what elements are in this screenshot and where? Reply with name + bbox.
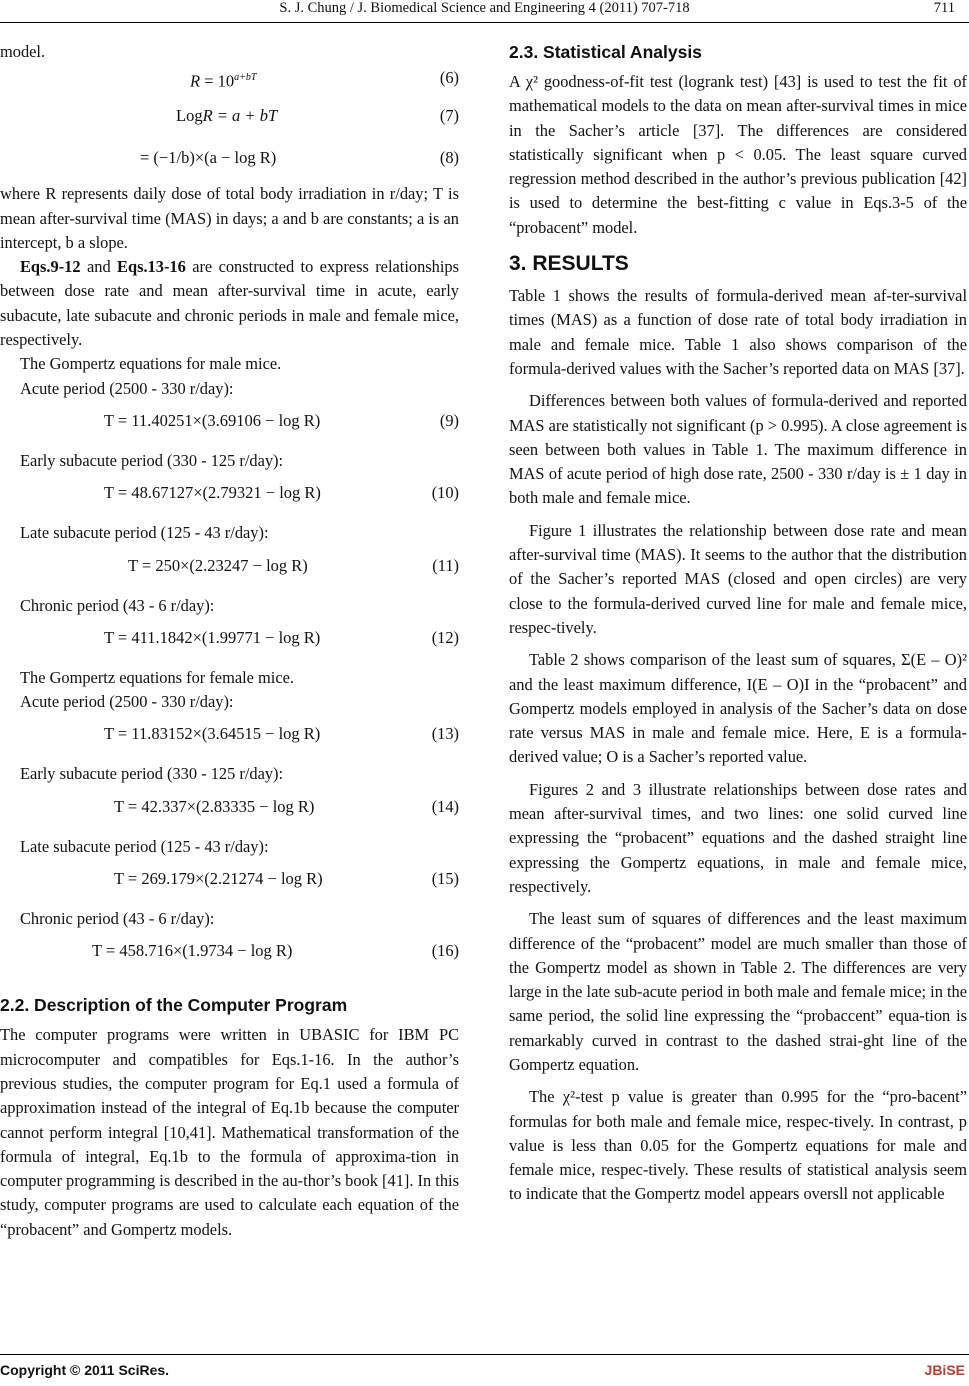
equation-number: (14) — [431, 796, 459, 816]
female-chronic-label: Chronic period (43 - 6 r/day): — [20, 909, 215, 929]
where-paragraph: where R represents daily dose of total body irradiation in r/day; T is mean after-survival time (MAS) in days; a and b are constants; a is an intercept, b a slope. — [0, 184, 459, 252]
equation-number: (11) — [432, 555, 459, 575]
female-early-label: Early subacute period (330 - 125 r/day): — [20, 764, 284, 784]
left-column — [0, 40, 459, 1242]
results-paragraph-4: Table 2 shows comparison of the least sum of squares, Σ(E – O)² and the least maximum difference, I(E – O)I in the “probacent” and Gompertz models employed in analysis of the Sacher’s data on dose rate versus MAS in male and female mice. Here, E is a formula-derived value; O is a Sacher’s reported value. — [509, 650, 967, 767]
equation-number: (16) — [431, 941, 459, 961]
model-text: model. — [0, 42, 46, 61]
page-number: 711 — [933, 0, 955, 16]
equation-10: T = 48.67127×(2.79321 − log R) (10) — [0, 473, 459, 521]
equation-number: (9) — [439, 410, 459, 430]
section-2-2-paragraph: The computer programs were written in UBASIC for IBM PC microcomputer and compatibles for Eqs.1-16. In the author’s previous studies, the computer program for Eq.1 used a formula of approximation instead of the integral of Eq.1b because the computer cannot perform integral [10,41]. Mathematical transformation of the formula of integral, Eq.1b to the formula of approxima-tion in computer programming is described in the au-thor’s book [41]. In this study, computer programs are used to calculate each equation of the “probacent” and Gompertz models. — [0, 1025, 459, 1239]
equation-7: LogR = a + bT (7) — [0, 98, 459, 138]
female-acute-label: Acute period (2500 - 330 r/day): — [20, 692, 234, 712]
header-rule — [0, 22, 969, 23]
female-heading: The Gompertz equations for female mice. — [20, 667, 294, 687]
section-2-3-heading: 2.3. Statistical Analysis — [509, 42, 702, 62]
female-late-label: Late subacute period (125 - 43 r/day): — [20, 836, 269, 856]
male-early-label: Early subacute period (330 - 125 r/day): — [20, 450, 284, 470]
footer-rule — [0, 1354, 969, 1355]
results-paragraph-1: Table 1 shows the results of formula-derived mean af-ter-survival times (MAS) as a function of dose rate of total body irradiation in male and female mice. Table 1 also shows comparison of the formula-derived values with the Sacher’s reported data on MAS [37]. — [509, 286, 967, 378]
results-paragraph-2: Differences between both values of formula-derived and reported MAS are statistically not significant (p > 0.995). A close agreement is seen between both values in Table 1. The maximum difference in MAS of acute period of high dose rate, 2500 - 330 r/day is ± 1 day in both male and female mice. — [509, 391, 967, 508]
running-title: S. J. Chung / J. Biomedical Science and Engineering 4 (2011) 707-718 — [279, 0, 690, 16]
page-footer — [0, 1354, 969, 1384]
male-late-label: Late subacute period (125 - 43 r/day): — [20, 523, 269, 543]
equation-16: T = 458.716×(1.9734 − log R) (16) — [0, 931, 459, 979]
section-3-heading: 3. RESULTS — [509, 252, 629, 276]
equation-8: = (−1/b)×(a − log R) (8) — [0, 138, 459, 182]
equation-number: (7) — [439, 106, 459, 126]
equation-number: (6) — [439, 68, 459, 88]
equation-14: T = 42.337×(2.83335 − log R) (14) — [0, 787, 459, 835]
equation-12: T = 411.1842×(1.99771 − log R) (12) — [0, 618, 459, 666]
equation-15: T = 269.179×(2.21274 − log R) (15) — [0, 859, 459, 907]
equation-number: (8) — [439, 148, 459, 168]
results-paragraph-3: Figure 1 illustrates the relationship between dose rate and mean after-survival time (MAS). It seems to the author that the distribution of the Sacher’s reported MAS (closed and open circles) are very close to the formula-derived curved line for male and female mice, respec-tively. — [509, 520, 967, 637]
copyright-text: Copyright © 2011 SciRes. — [0, 1362, 170, 1378]
right-column — [509, 40, 967, 1207]
equation-13: T = 11.83152×(3.64515 − log R) (13) — [0, 714, 459, 762]
male-chronic-label: Chronic period (43 - 6 r/day): — [20, 595, 215, 615]
results-paragraph-7: The χ²-test p value is greater than 0.995 for the “pro-bacent” formulas for both male and female mice, respec-tively. In contrast, p value is less than 0.05 for the Gompertz equations for male and female mice, respec-tively. These results of statistical analysis seem to indicate that the Gompertz model appears oversll not applicable — [509, 1087, 967, 1204]
equation-6: $R = 10^{a+bT}$ (6) — [190, 68, 459, 91]
journal-abbrev: JBiSE — [924, 1362, 965, 1378]
equation-number: (10) — [431, 483, 459, 503]
equation-11: T = 250×(2.23247 − log R) (11) — [0, 546, 459, 594]
page-header — [0, 0, 969, 26]
results-paragraph-6: The least sum of squares of differences and the least maximum difference of the “probacent” model are much smaller than those of the Gompertz model as shown in Table 2. The differences are very large in the late sub-acute period in both male and female mice; in the same period, the solid line expressing the “probaccent” equa-tion is remarkably curved in contrast to the dashed strai-ght line of the Gompertz equation. — [509, 909, 968, 1074]
results-paragraph-5: Figures 2 and 3 illustrate relationships between dose rates and mean after-survival times, and two lines: one solid curved line expressing the “probacent” equations and the dashed straight line expressing the Gompertz equations, in male and female mice, respectively. — [509, 779, 967, 896]
equation-number: (15) — [431, 869, 459, 889]
equation-number: (12) — [431, 627, 459, 647]
section-2-3-paragraph: A χ² goodness-of-fit test (logrank test) [43] is used to test the fit of mathematical models to the data on mean after-survival times in mice in the Sacher’s article [37]. The differences are considered statistically significant when p < 0.05. The least square curved regression method described in the author’s previous publication [42] is used to determine the best-fitting c value in Eqs.3-5 of the “probacent” model. — [509, 72, 967, 237]
male-heading: The Gompertz equations for male mice. — [20, 354, 282, 374]
equation-9: T = 11.40251×(3.69106 − log R) (9) — [0, 401, 459, 449]
section-2-2-heading: 2.2. Description of the Computer Program — [0, 995, 348, 1016]
eqs-paragraph: Eqs.9-12 and Eqs.13-16 are constructed to express relationships between dose rate and mean after-survival time in acute, early subacute, late subacute and chronic periods in male and female mice, respectively. — [0, 257, 459, 350]
male-acute-label: Acute period (2500 - 330 r/day): — [20, 378, 234, 398]
equation-number: (13) — [431, 724, 459, 744]
